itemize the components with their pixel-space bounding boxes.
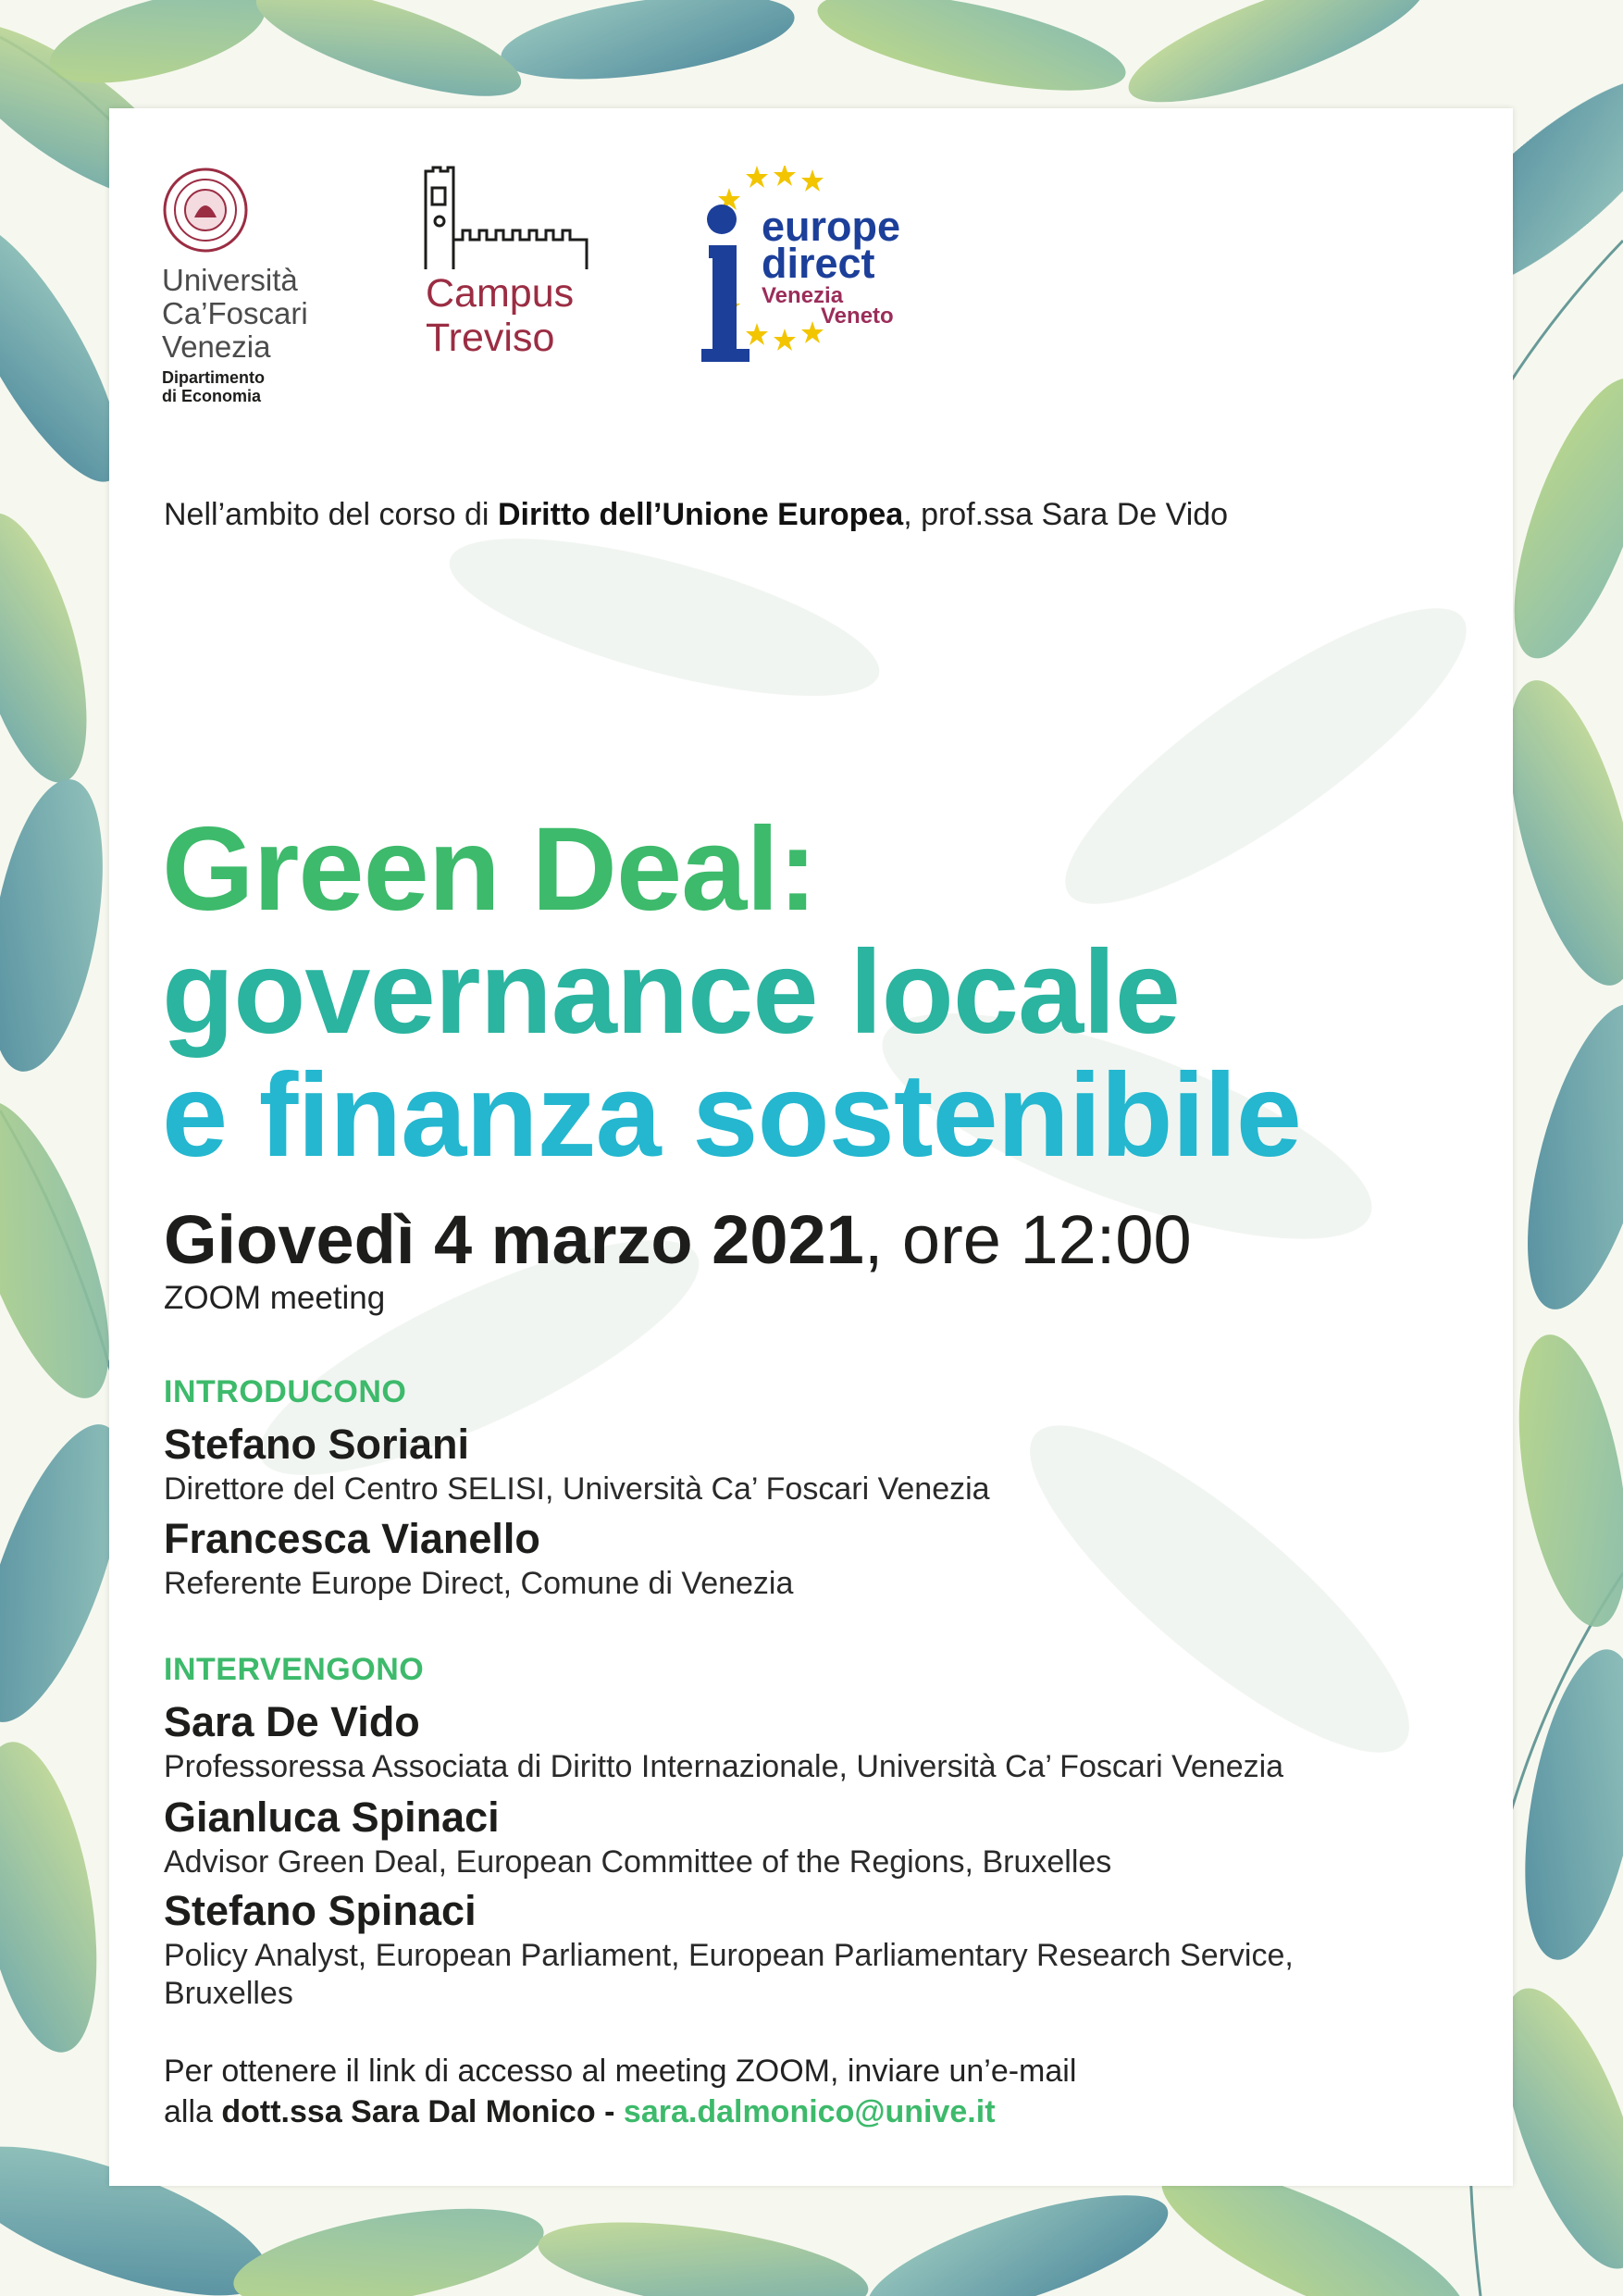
- speaker-name: Gianluca Spinaci: [164, 1793, 500, 1841]
- unive-seal-icon: [161, 166, 250, 254]
- title-line-1: Green Deal:: [162, 803, 817, 936]
- speaker-name: Francesca Vianello: [164, 1515, 540, 1562]
- speaker-role-continued: Bruxelles: [164, 1976, 293, 2011]
- speaker-role: Policy Analyst, European Parliament, European Parliamentary Research Service,: [164, 1938, 1294, 1973]
- campus-tower-icon: [424, 166, 590, 272]
- unive-logo-text: Università Ca’Foscari Venezia: [162, 263, 308, 364]
- campus-logo-text: Campus Treviso: [426, 271, 575, 360]
- course-context: Nell’ambito del corso di Diritto dell’Unione Europea, prof.ssa Sara De Vido: [164, 497, 1229, 532]
- unive-department: Dipartimento di Economia: [162, 368, 266, 405]
- europe-direct-line3: Venezia: [762, 283, 844, 308]
- event-date: Giovedì 4 marzo 2021: [164, 1201, 864, 1278]
- speaker-name: Sara De Vido: [164, 1698, 420, 1745]
- speaker-name: Stefano Soriani: [164, 1421, 470, 1468]
- contact-email-link[interactable]: sara.dalmonico@unive.it: [623, 2094, 996, 2129]
- europe-direct-line2: direct: [762, 240, 875, 287]
- event-time: , ore 12:00: [863, 1201, 1192, 1278]
- registration-note: Per ottenere il link di accesso al meeting ZOOM, inviare un’e-mail: [164, 2054, 1077, 2089]
- speaker-name: Stefano Spinaci: [164, 1887, 477, 1934]
- registration-contact: alla dott.ssa Sara Dal Monico - sara.dalmonico@unive.it: [164, 2094, 996, 2129]
- section-introducono: INTRODUCONO: [164, 1374, 407, 1409]
- speaker-role: Direttore del Centro SELISI, Università Ca’ Foscari Venezia: [164, 1471, 990, 1507]
- event-date-time: [164, 1201, 1192, 1279]
- title-line-2: governance locale: [162, 926, 1180, 1059]
- speaker-role: Professoressa Associata di Diritto Internazionale, Università Ca’ Foscari Venezia: [164, 1749, 1284, 1784]
- title-line-3: e finanza sostenibile: [162, 1049, 1301, 1182]
- europe-direct-line1: europe: [762, 203, 901, 250]
- speaker-role: Advisor Green Deal, European Committee of the Regions, Bruxelles: [164, 1844, 1112, 1880]
- poster-card: [109, 108, 1513, 2186]
- contact-name: dott.ssa Sara Dal Monico: [221, 2094, 596, 2129]
- section-intervengono: INTERVENGONO: [164, 1652, 425, 1687]
- event-venue: ZOOM meeting: [164, 1280, 386, 1316]
- europe-direct-line4: Veneto: [821, 304, 894, 329]
- speaker-role: Referente Europe Direct, Comune di Venezia: [164, 1566, 794, 1601]
